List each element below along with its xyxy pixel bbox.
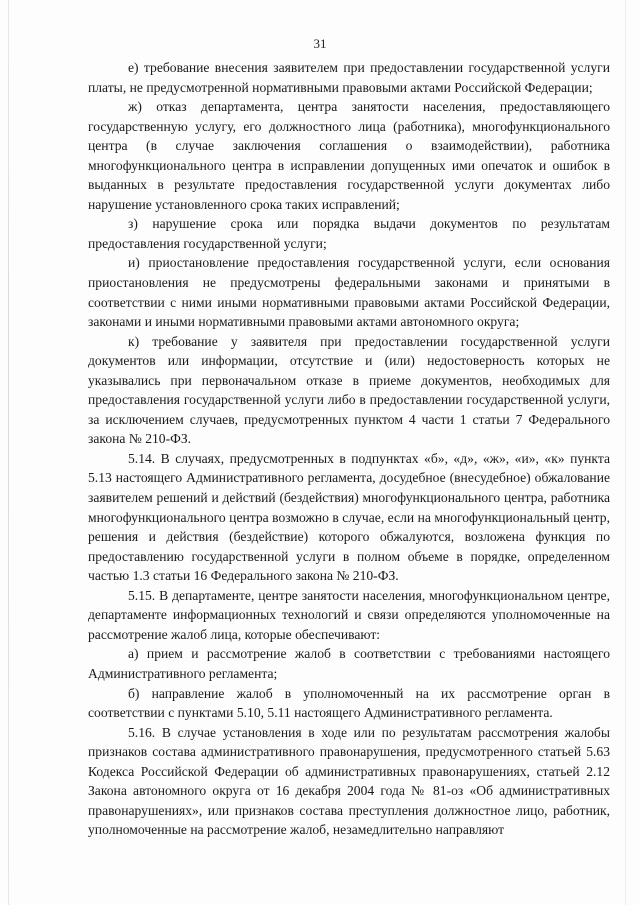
scan-edge-right — [625, 0, 626, 905]
document-body — [88, 58, 610, 840]
paragraph-a: а) прием и рассмотрение жалоб в соответствии с требованиями настоящего Административного регламента; — [88, 646, 610, 681]
scan-edge-left — [8, 0, 9, 905]
paragraph-e: е) требование внесения заявителем при предоставлении государственной услуги платы, не предусмотренной нормативными правовыми актами Российской Федерации; — [88, 60, 610, 95]
paragraph-5-14: 5.14. В случаях, предусмотренных в подпунктах «б», «д», «ж», «и», «к» пункта 5.13 настоящего Административного регламента, досудебное (внесудебное) обжалование заявителем решений и действий (бездействия) многофункционального центра, работника многофункционального центра возможно в случае, если на многофункциональный центр, решения и действия (бездействие) которого обжалуются, возложена функция по предоставлению государственной услуги в полном объеме в порядке, определенном частью 1.3 статьи 16 Федерального закона № 210-ФЗ. — [88, 450, 610, 584]
paragraph-zh: ж) отказ департамента, центра занятости населения, предоставляющего государственную услугу, его должностного лица (работника), многофункционального центра (в случае заключения соглашения о взаимодействии), работника многофункционального центра в исправлении допущенных ими опечаток и ошибок в выданных в результате предоставления государственной услуги документах либо нарушение установленного срока таких исправлений; — [88, 99, 610, 212]
paragraph-k: к) требование у заявителя при предоставлении государственной услуги документов или информации, отсутствие и (или) недостоверность которых не указывались при первоначальном отказе в приеме документов, необходимых для предоставления государственной услуги либо в предоставлении государственной услуги, за исключением случаев, предусмотренных пунктом 4 части 1 статьи 7 Федерального закона № 210-ФЗ. — [88, 333, 610, 447]
paragraph-5-16: 5.16. В случае установления в ходе или по результатам рассмотрения жалобы признаков состава административного правонарушения, предусмотренного статьей 5.63 Кодекса Российской Федерации об административных правонарушениях, статьей 2.12 Закона автономного округа от 16 декабря 2004 года № 81-оз «Об административных правонарушениях», или признаков состава преступления должностное лицо, работник, уполномоченные на рассмотрение жалоб, незамедлительно направляют — [88, 724, 610, 838]
paragraph-i: и) приостановление предоставления государственной услуги, если основания приостановления не предусмотрены федеральными законами и принятыми в соответствии с ними иными нормативными правовыми актами Российской Федерации, законами и иными нормативными правовыми актами автономного округа; — [88, 255, 610, 330]
paragraph-b: б) направление жалоб в уполномоченный на их рассмотрение орган в соответствии с пунктами 5.10, 5.11 настоящего Административного регламента. — [88, 685, 610, 721]
page-number: 31 — [313, 36, 327, 51]
paragraph-z: з) нарушение срока или порядка выдачи документов по результатам предоставления государственной услуги; — [88, 216, 610, 251]
paragraph-5-15: 5.15. В департаменте, центре занятости населения, многофункциональном центре, департаменте информационных технологий и связи определяются уполномоченные на рассмотрение жалоб лица, которые обеспечивают: — [88, 587, 610, 642]
